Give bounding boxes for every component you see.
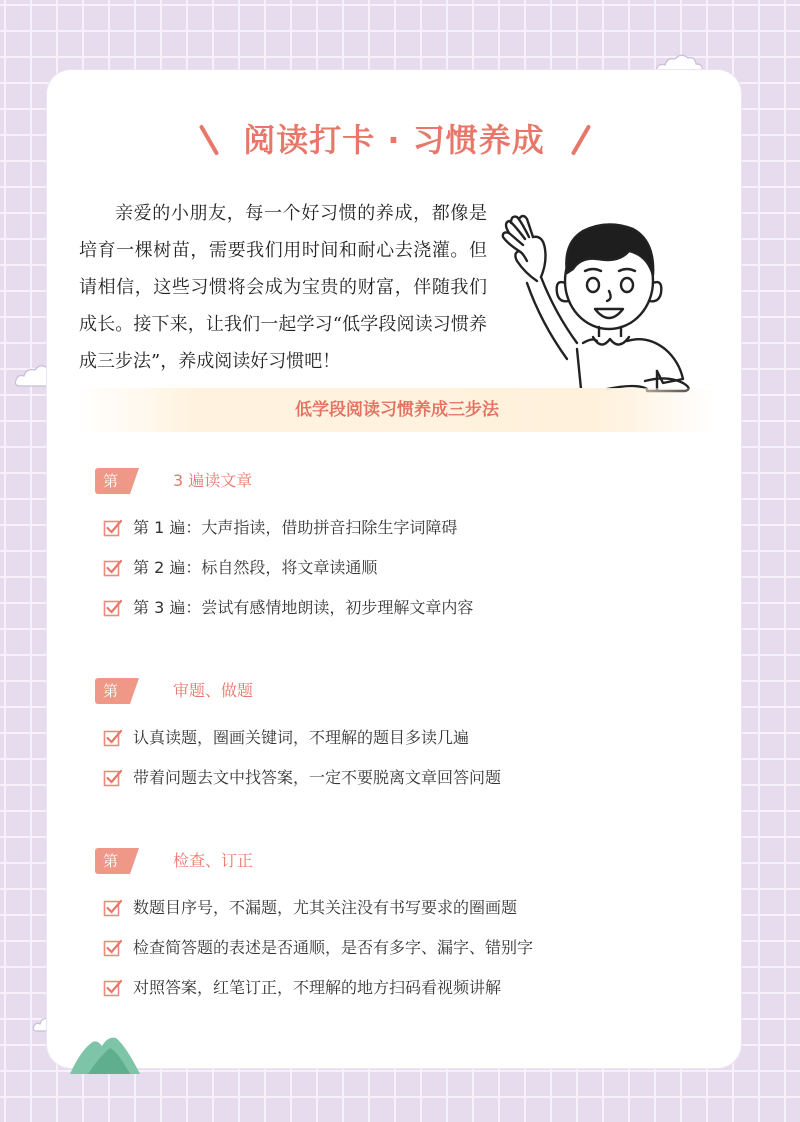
item-text: 第 3 遍：尝试有感情地朗读，初步理解文章内容 (133, 598, 474, 617)
checkbox-check-icon (103, 598, 123, 618)
item-text: 对照答案，红笔订正，不理解的地方扫码看视频讲解 (133, 978, 502, 997)
step-badge: 第二步 (95, 678, 130, 704)
step-title: 检查、订正 (173, 851, 254, 870)
item-text: 第 1 遍：大声指读，借助拼音扫除生字词障碍 (133, 518, 458, 537)
checkbox-check-icon (103, 518, 123, 538)
step-title: 审题、做题 (173, 681, 254, 700)
checkbox-check-icon (103, 768, 123, 788)
mountain-icon (70, 1030, 140, 1074)
waving-boy-illustration (497, 203, 707, 393)
item-text: 数题目序号，不漏题，尤其关注没有书写要求的圈画题 (133, 898, 518, 917)
checkbox-check-icon (103, 898, 123, 918)
checkbox-check-icon (103, 938, 123, 958)
item-text: 带着问题去文中找答案，一定不要脱离文章回答问题 (133, 768, 502, 787)
item-text: 检查简答题的表述是否通顺，是否有多字、漏字、错别字 (133, 938, 534, 957)
checkbox-check-icon (103, 728, 123, 748)
intro-paragraph: 亲爱的小朋友，每一个好习惯的养成，都像是培育一棵树苗，需要我们用时间和耐心去浇灌。但请相信，这些习惯将会成为宝贵的财富，伴随我们成长。接下来，让我们一起学习“低学段阅读习惯养成三步法”，养成阅读好习惯吧！ (79, 203, 487, 372)
page-title: 阅读打卡 · 习惯养成 (243, 121, 545, 159)
checkbox-check-icon (103, 558, 123, 578)
step-badge: 第一步 (95, 468, 130, 494)
item-text: 第 2 遍：标自然段，将文章读通顺 (133, 558, 378, 577)
step-badge: 第三步 (95, 848, 130, 874)
step-title: 3 遍读文章 (173, 471, 253, 490)
checkbox-check-icon (103, 978, 123, 998)
item-text: 认真读题，圈画关键词，不理解的题目多读几遍 (133, 728, 470, 747)
content-card (47, 70, 741, 1068)
steps-banner: 低学段阅读习惯养成三步法 (77, 388, 717, 432)
